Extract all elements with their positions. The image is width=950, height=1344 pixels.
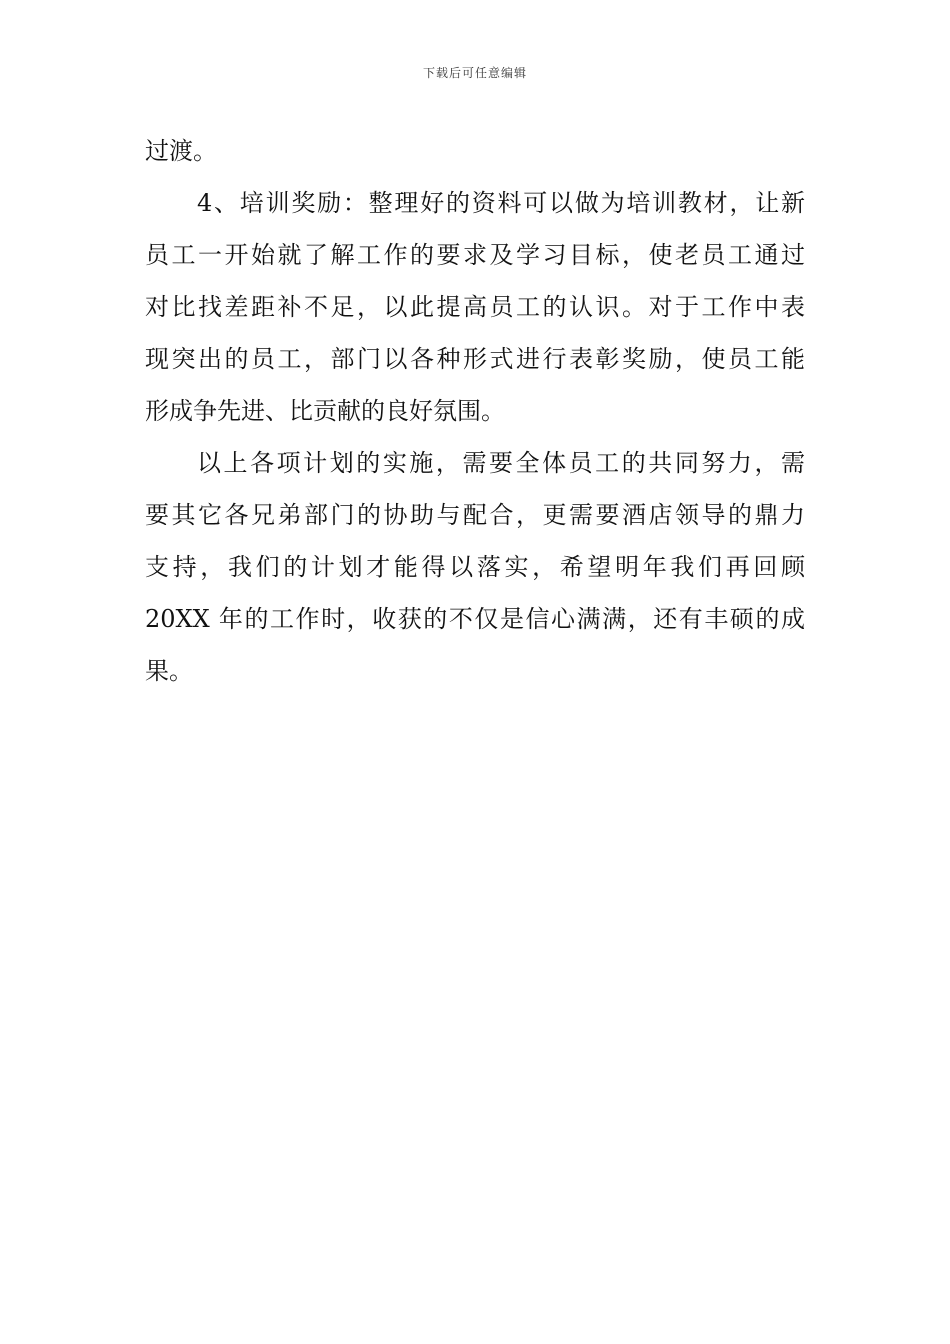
document-body <box>145 125 805 697</box>
text-line: 要其它各兄弟部门的协助与配合，更需要酒店领导的鼎力 <box>145 501 805 529</box>
text-line: 形成争先进、比贡献的良好氛围。 <box>145 397 505 425</box>
text-line: 支持，我们的计划才能得以落实，希望明年我们再回顾 <box>145 553 805 581</box>
text-line: 果。 <box>145 657 193 685</box>
text-line: 以上各项计划的实施，需要全体员工的共同努力，需 <box>197 449 805 477</box>
text-line: 现突出的员工，部门以各种形式进行表彰奖励，使员工能 <box>145 345 805 373</box>
text-line: 4、培训奖励：整理好的资料可以做为培训教材，让新 <box>197 189 805 217</box>
text-line: 过渡。 <box>145 137 217 165</box>
text-line: 对比找差距补不足，以此提高员工的认识。对于工作中表 <box>145 293 805 321</box>
text-line: 员工一开始就了解工作的要求及学习目标，使老员工通过 <box>145 241 805 269</box>
page-header: 下载后可任意编辑 <box>422 66 527 80</box>
text-line: 20XX 年的工作时，收获的不仅是信心满满，还有丰硕的成 <box>145 605 805 633</box>
